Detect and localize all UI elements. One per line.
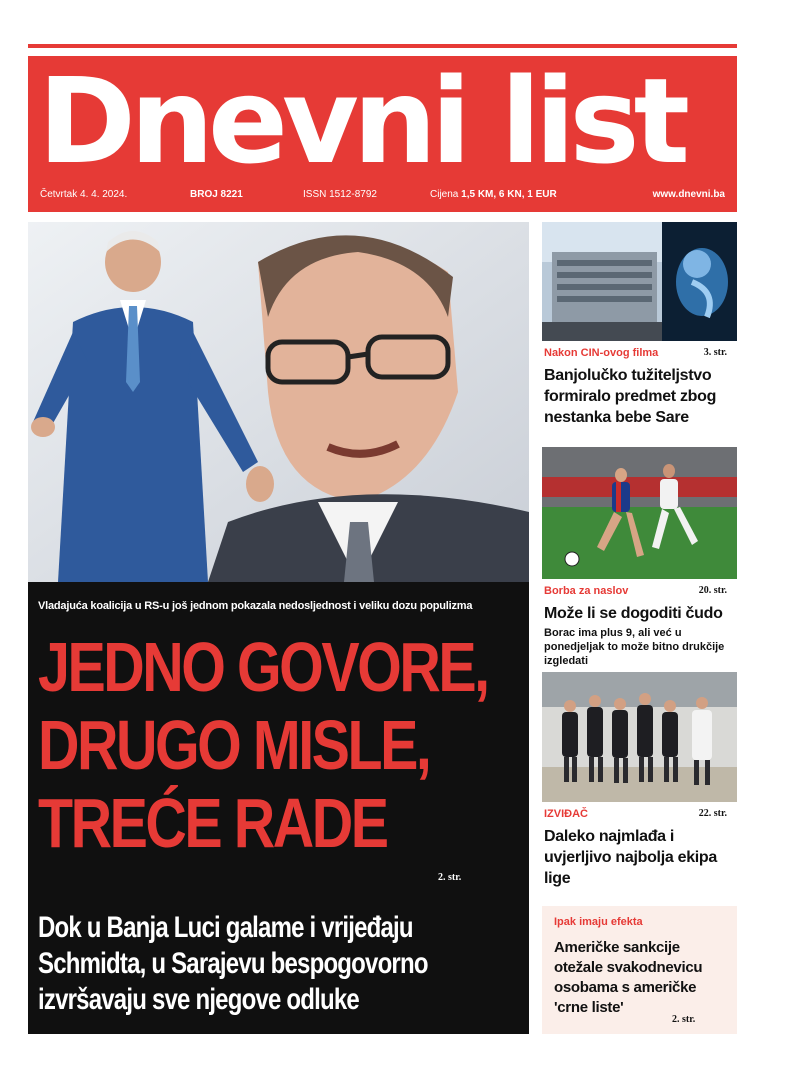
side-story-sanctions[interactable] bbox=[542, 906, 737, 1034]
side-story-page-ref: 20. str. bbox=[698, 585, 727, 596]
side-story-photo bbox=[542, 672, 737, 802]
lead-subhead: Dok u Banja Luci galame i vrijeđaju Schmidta, u Sarajevu bespogovorno izvršavaju sve njegove odluke bbox=[38, 911, 428, 1016]
side-story-izvidac[interactable] bbox=[542, 672, 737, 889]
lead-headline[interactable]: JEDNO GOVORE, DRUGO MISLE, TREĆE RADE bbox=[38, 628, 488, 862]
sanctions-title[interactable]: Američke sankcije otežale svakodnevicu osobama s američke 'crne liste' bbox=[554, 939, 703, 1016]
lead-photo[interactable] bbox=[28, 222, 529, 582]
lead-page-ref: 2. str. bbox=[438, 872, 462, 883]
issue-number: BROJ 8221 bbox=[190, 189, 243, 200]
lead-story[interactable] bbox=[28, 582, 529, 1034]
lead-kicker: Vladajuća koalicija u RS-u još jednom pokazala nedosljednost i veliku dozu populizma bbox=[38, 600, 473, 612]
side-story-title[interactable]: Banjolučko tužiteljstvo formiralo predmet zbog nestanka bebe Sare bbox=[544, 367, 717, 426]
building-and-fetus-image bbox=[542, 222, 737, 341]
side-story-photo bbox=[542, 222, 737, 341]
side-story-category: Borba za naslov bbox=[544, 585, 629, 597]
masthead-infobar bbox=[38, 189, 727, 205]
handball-team-image bbox=[542, 672, 737, 802]
football-match-image bbox=[542, 447, 737, 579]
side-story-title[interactable]: Može li se dogoditi čudo bbox=[544, 605, 723, 622]
lead-photo-illustration bbox=[28, 222, 529, 582]
issue-date: Četvrtak 4. 4. 2024. bbox=[40, 189, 128, 200]
newspaper-logo[interactable]: Dnevni list bbox=[38, 56, 684, 190]
top-rule bbox=[28, 44, 737, 48]
price: Cijena 1,5 KM, 6 KN, 1 EUR bbox=[430, 189, 557, 200]
issn: ISSN 1512-8792 bbox=[303, 189, 377, 200]
sanctions-page-ref: 2. str. bbox=[672, 1014, 696, 1025]
side-story-title[interactable]: Daleko najmlađa i uvjerljivo najbolja ekipa lige bbox=[544, 828, 718, 887]
masthead bbox=[28, 56, 737, 212]
website-link[interactable]: www.dnevni.ba bbox=[652, 189, 725, 200]
side-story-page-ref: 22. str. bbox=[698, 808, 727, 819]
side-story-subtitle: Borac ima plus 9, ali već u ponedjeljak to može bitno drukčije izgledati bbox=[544, 627, 725, 667]
side-story-borac[interactable] bbox=[542, 447, 737, 668]
side-story-page-ref: 3. str. bbox=[703, 347, 727, 358]
side-story-bebe-sara[interactable] bbox=[542, 222, 737, 428]
side-story-category: Nakon CIN-ovog filma bbox=[544, 347, 659, 359]
sanctions-category: Ipak imaju efekta bbox=[554, 916, 643, 928]
side-story-category: IZVIĐAČ bbox=[544, 808, 588, 820]
side-story-photo bbox=[542, 447, 737, 579]
